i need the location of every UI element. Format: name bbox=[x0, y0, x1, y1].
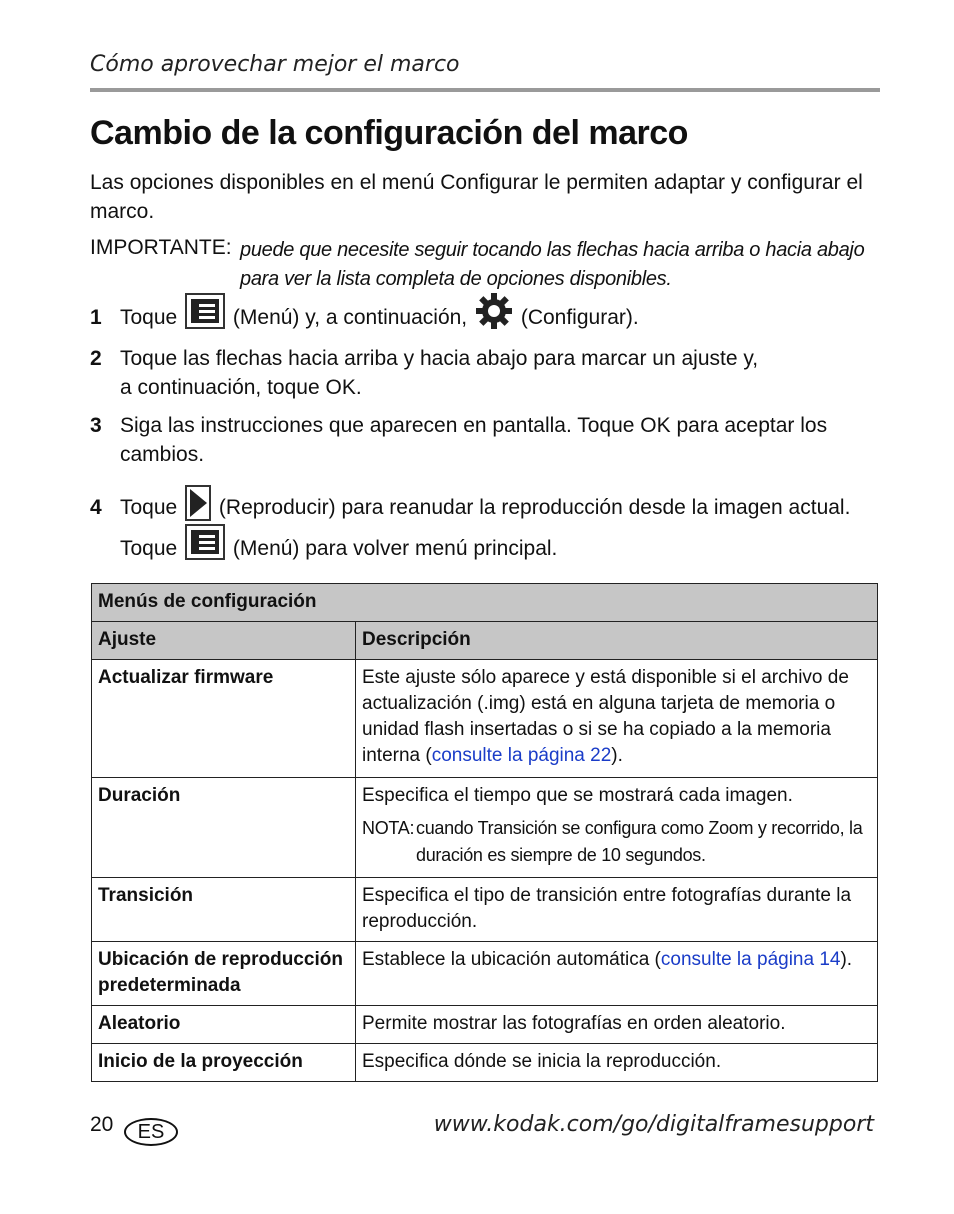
step-line: a continuación, toque OK. bbox=[120, 376, 362, 399]
setting-description: Especifica el tipo de transición entre fotografías durante la reproducción. bbox=[356, 878, 878, 942]
step-number: 3 bbox=[90, 414, 102, 437]
menu-icon bbox=[185, 524, 225, 560]
setting-description: Permite mostrar las fotografías en orden aleatorio. bbox=[356, 1006, 878, 1044]
column-header-description: Descripción bbox=[356, 622, 878, 660]
step-4 bbox=[90, 493, 880, 573]
step-prefix: Toque bbox=[120, 496, 178, 519]
step-text bbox=[120, 344, 758, 402]
language-badge: ES bbox=[124, 1118, 178, 1146]
description-text: Establece la ubicación automática ( bbox=[362, 949, 661, 970]
important-text: puede que necesite seguir tocando las flechas hacia arriba o hacia abajo para ver la lista completa de opciones disponibles. bbox=[240, 239, 865, 290]
table-caption-row bbox=[92, 584, 878, 622]
step-number: 1 bbox=[90, 306, 102, 329]
step-menu-text: (Menú) y, a continuación, bbox=[232, 306, 468, 329]
important-label: IMPORTANTE: bbox=[90, 236, 232, 259]
table-row bbox=[92, 660, 878, 778]
play-icon bbox=[185, 485, 211, 521]
support-url[interactable]: www.kodak.com/go/digitalframesupport bbox=[433, 1112, 874, 1137]
step-text bbox=[120, 411, 827, 469]
table-row bbox=[92, 778, 878, 878]
header-divider bbox=[90, 88, 880, 92]
gear-icon bbox=[475, 292, 513, 330]
step-prefix: Toque bbox=[120, 306, 178, 329]
setting-description bbox=[356, 942, 878, 1006]
setting-name: Aleatorio bbox=[92, 1006, 356, 1044]
setting-name: Transición bbox=[92, 878, 356, 942]
note bbox=[362, 815, 871, 869]
page-number: 20 bbox=[90, 1113, 114, 1136]
step-line: Siga las instrucciones que aparecen en pantalla. Toque OK para aceptar los bbox=[120, 414, 828, 437]
setting-name: Ubicación de reproducción predeterminada bbox=[92, 942, 356, 1006]
running-header: Cómo aprovechar mejor el marco bbox=[90, 52, 460, 77]
table-row bbox=[92, 942, 878, 1006]
setting-name: Actualizar firmware bbox=[92, 660, 356, 778]
step-number: 4 bbox=[90, 496, 102, 519]
step-play-text: (Reproducir) para reanudar la reproducción desde la imagen actual. bbox=[218, 496, 851, 519]
column-header-setting: Ajuste bbox=[92, 622, 356, 660]
description-text: ). bbox=[611, 745, 623, 766]
step-1 bbox=[90, 298, 880, 338]
description-text: ). bbox=[840, 949, 853, 970]
intro-paragraph: Las opciones disponibles en el menú Configurar le permiten adaptar y configurar el marco. bbox=[90, 171, 863, 223]
description-text: Este ajuste sólo aparece y está disponible si el archivo de actualización (.img) está en alguna tarjeta de memoria o unidad flash insertadas o si se ha copiado a la memoria interna ( bbox=[362, 667, 849, 766]
table-header-row bbox=[92, 622, 878, 660]
step-number: 2 bbox=[90, 347, 102, 370]
page-link[interactable]: consulte la página 22 bbox=[431, 745, 612, 766]
table-caption: Menús de configuración bbox=[92, 584, 878, 622]
step-3 bbox=[90, 411, 880, 471]
step-line: cambios. bbox=[120, 443, 205, 466]
note-text: cuando Transición se configura como Zoom y recorrido, la duración es siempre de 10 segundos. bbox=[416, 818, 863, 865]
menu-icon bbox=[185, 293, 225, 329]
description-text: Especifica el tiempo que se mostrará cada imagen. bbox=[362, 785, 793, 806]
setting-name: Duración bbox=[92, 778, 356, 878]
setting-description: Especifica dónde se inicia la reproducción. bbox=[356, 1044, 878, 1082]
step-menu-text: (Menú) para volver menú principal. bbox=[232, 537, 558, 560]
page-title: Cambio de la configuración del marco bbox=[90, 114, 688, 152]
step-gear-text: (Configurar). bbox=[520, 306, 639, 329]
note-label: NOTA: bbox=[362, 818, 415, 838]
step-text bbox=[120, 493, 850, 563]
setting-description bbox=[356, 660, 878, 778]
table-row bbox=[92, 1044, 878, 1082]
setting-description bbox=[356, 778, 878, 878]
step-line: Toque las flechas hacia arriba y hacia abajo para marcar un ajuste y, bbox=[120, 347, 759, 370]
setting-name: Inicio de la proyección bbox=[92, 1044, 356, 1082]
settings-table bbox=[91, 583, 878, 1082]
step-prefix: Toque bbox=[120, 537, 178, 560]
step-text bbox=[120, 303, 639, 332]
page-link[interactable]: consulte la página 14 bbox=[660, 949, 841, 970]
table-row bbox=[92, 1006, 878, 1044]
step-2 bbox=[90, 344, 880, 404]
table-row bbox=[92, 878, 878, 942]
